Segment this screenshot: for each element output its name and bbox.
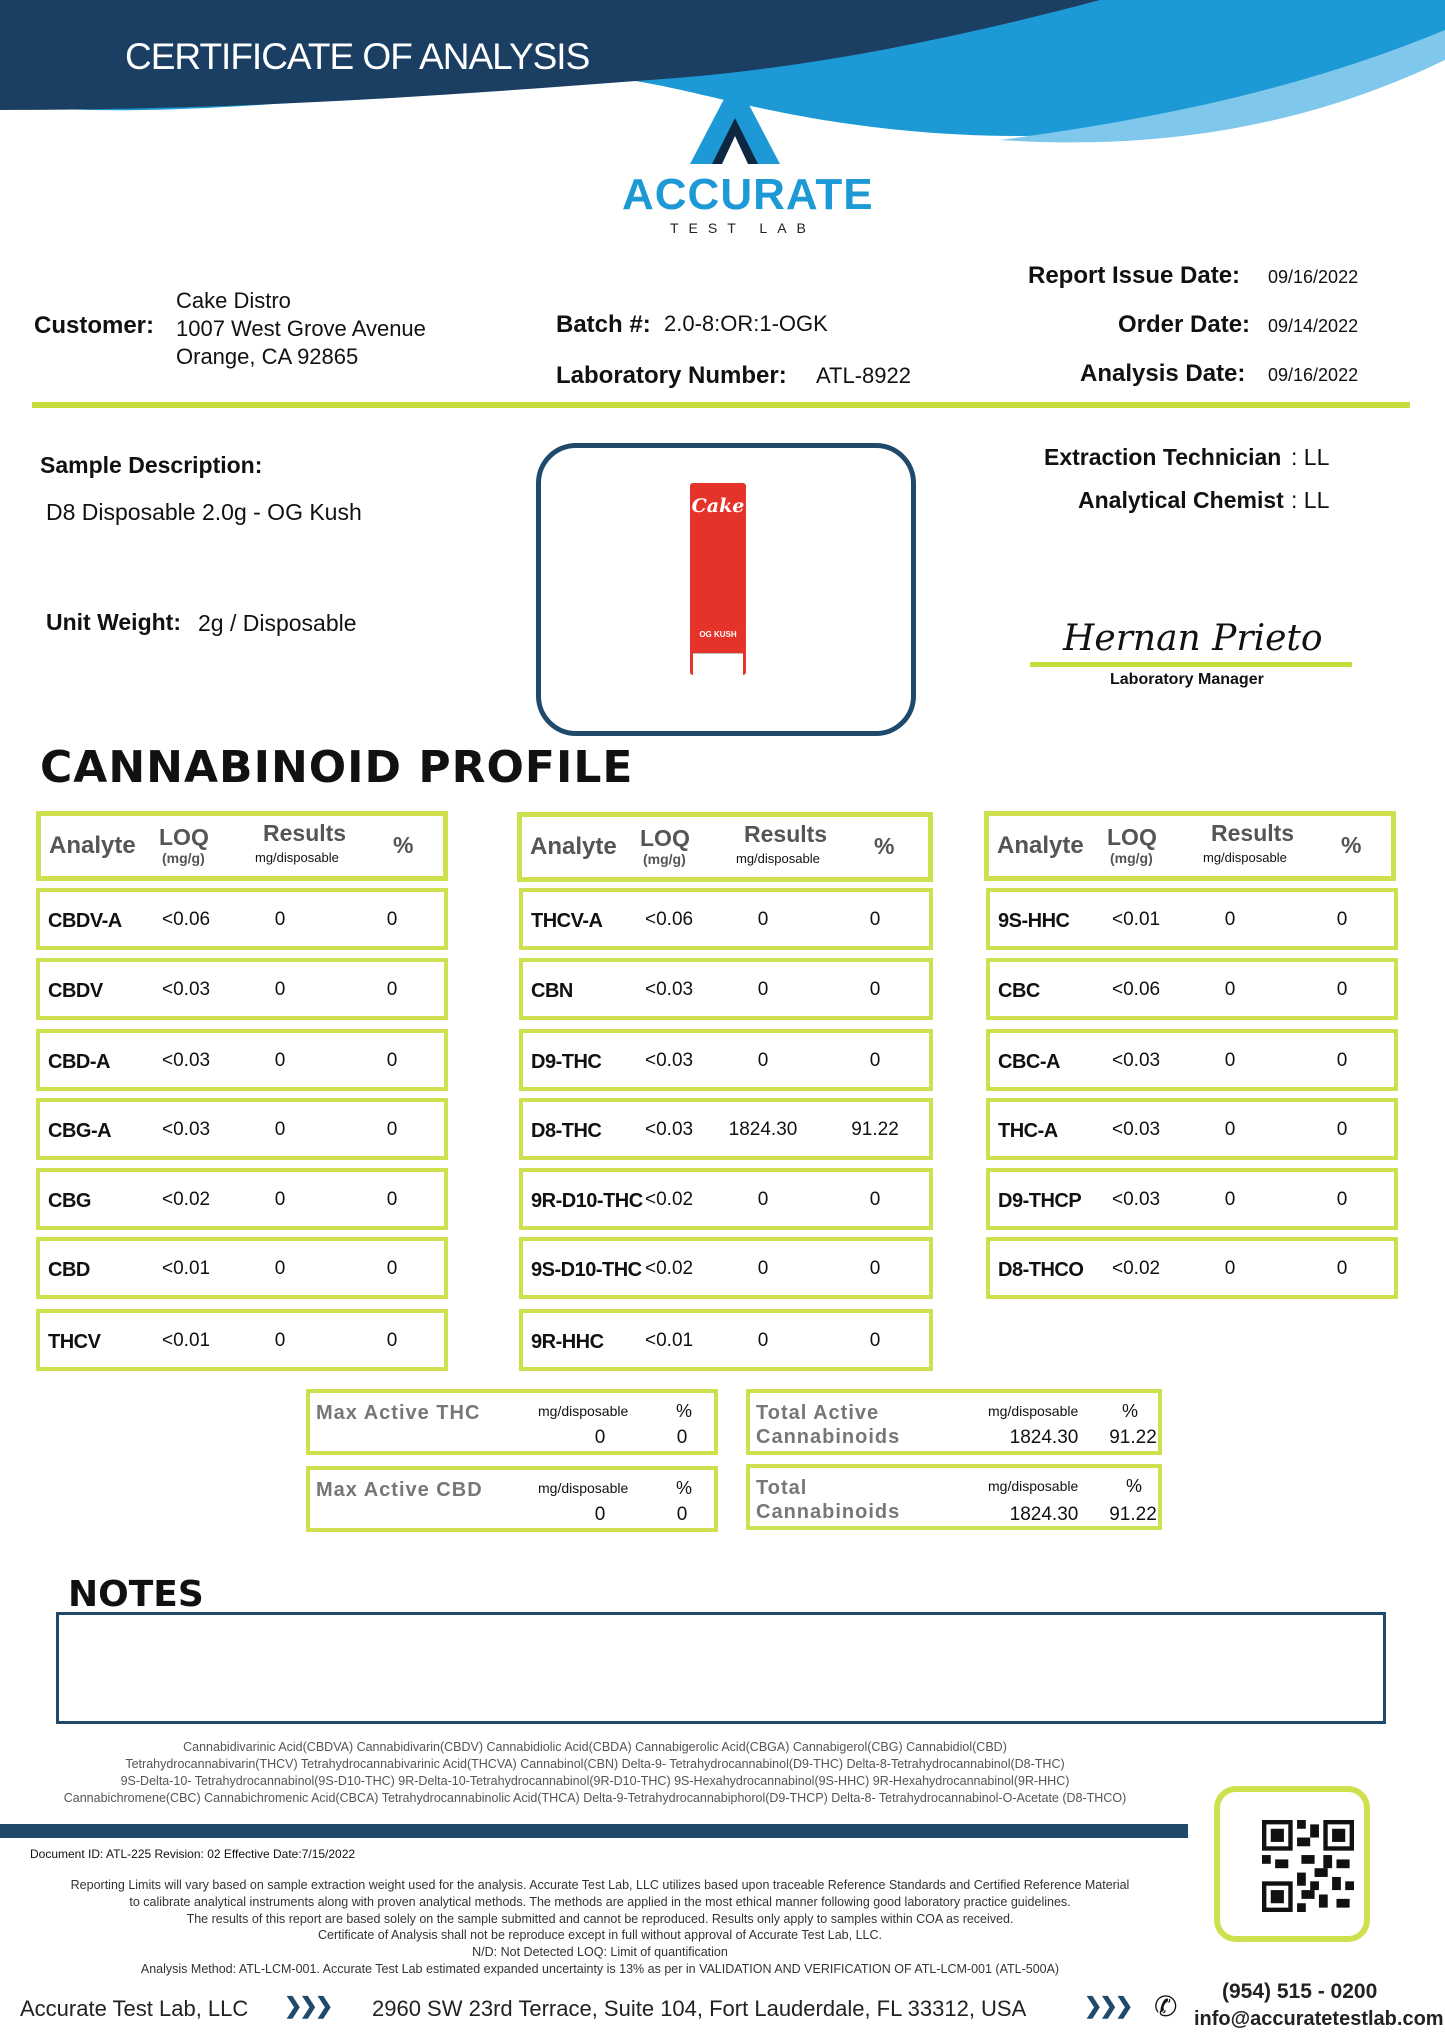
table-row <box>519 1029 933 1091</box>
analytical-chemist-value: : LL <box>1291 487 1330 513</box>
loq-value: <0.03 <box>1112 1050 1161 1071</box>
total-active-pct: 91.22 <box>1109 1427 1157 1448</box>
percent-value: 0 <box>869 1330 881 1351</box>
loq-value: <0.03 <box>645 1119 694 1140</box>
header-analyte: Analyte <box>997 832 1084 859</box>
lab-number-value: ATL-8922 <box>816 363 911 388</box>
loq-value: <0.06 <box>162 909 211 930</box>
table-row <box>986 1168 1398 1230</box>
result-value: 0 <box>274 1258 286 1279</box>
percent-value: 0 <box>869 1189 881 1210</box>
table-row <box>36 1309 448 1371</box>
result-value: 0 <box>757 1258 769 1279</box>
issue-date-label: Report Issue Date: <box>1028 262 1241 289</box>
table-header-col1 <box>36 811 448 881</box>
table-row <box>986 1237 1398 1299</box>
percent-value: 0 <box>386 909 398 930</box>
percent-value: 0 <box>1336 979 1348 1000</box>
analyte-name: D9-THC <box>531 1051 602 1073</box>
total-pct: 91.22 <box>1109 1504 1157 1525</box>
result-value: 0 <box>274 1119 286 1140</box>
percent-value: 0 <box>1336 1258 1348 1279</box>
batch-label: Batch #: <box>556 311 651 338</box>
analyte-name: CBG-A <box>48 1120 112 1142</box>
analyte-name: 9R-HHC <box>531 1331 604 1353</box>
sample-description-value: D8 Disposable 2.0g - OG Kush <box>46 499 362 525</box>
max-thc-unit: mg/disposable <box>538 1403 629 1419</box>
disclaimer-line: Analysis Method: ATL-LCM-001. Accurate Test Lab estimated expanded uncertainty is 13% as per in VALIDATION AND VERIFICATION OF ATL-LCM-001 (ATL-500A) <box>140 1961 1060 1976</box>
notes-box <box>56 1612 1386 1724</box>
product-strain: OG KUSH <box>699 630 737 639</box>
chevron-right-icon: ❯❯❯ <box>1084 1993 1131 2018</box>
result-value: 0 <box>274 1330 286 1351</box>
header-results: Results <box>1211 820 1295 846</box>
loq-value: <0.06 <box>645 909 694 930</box>
loq-value: <0.02 <box>645 1189 694 1210</box>
analyte-name: CBD-A <box>48 1051 110 1073</box>
loq-value: <0.03 <box>645 1050 694 1071</box>
phone-icon: ✆ <box>1154 1991 1178 2022</box>
header-percent: % <box>874 833 895 859</box>
max-cbd-pct-label: % <box>676 1478 693 1498</box>
summary-total-cannabinoids <box>746 1464 1162 1530</box>
analyte-name: THCV-A <box>531 910 603 932</box>
document-info: Document ID: ATL-225 Revision: 02 Effective Date:7/15/2022 <box>30 1847 356 1861</box>
analyte-name: 9R-D10-THC <box>531 1190 643 1212</box>
analyte-name: CBDV-A <box>48 910 122 932</box>
result-value: 0 <box>757 979 769 1000</box>
percent-value: 91.22 <box>851 1119 899 1140</box>
loq-value: <0.02 <box>162 1189 211 1210</box>
percent-value: 0 <box>386 1330 398 1351</box>
product-brand: Cake <box>691 495 745 517</box>
table-row <box>36 1029 448 1091</box>
header-percent: % <box>393 832 414 858</box>
loq-value: <0.03 <box>645 979 694 1000</box>
analyte-name: D8-THC <box>531 1120 602 1142</box>
loq-value: <0.01 <box>1112 909 1161 930</box>
loq-value: <0.03 <box>162 979 211 1000</box>
extraction-technician-label: Extraction Technician <box>1044 444 1282 470</box>
chevron-right-icon: ❯❯❯ <box>284 1993 331 2018</box>
result-value: 0 <box>1224 1189 1236 1210</box>
loq-value: <0.01 <box>645 1330 694 1351</box>
total-title1: Total <box>756 1477 808 1499</box>
percent-value: 0 <box>386 1119 398 1140</box>
header-loq-unit: (mg/g) <box>162 850 205 866</box>
percent-value: 0 <box>1336 909 1348 930</box>
table-header-col2 <box>517 812 933 882</box>
table-row <box>36 888 448 950</box>
result-value: 0 <box>757 1050 769 1071</box>
result-value: 0 <box>1224 909 1236 930</box>
analyte-name: CBC-A <box>998 1051 1060 1073</box>
result-value: 0 <box>1224 979 1236 1000</box>
disclaimer <box>10 1877 1190 1978</box>
certificate-title: CERTIFICATE OF ANALYSIS <box>125 36 590 77</box>
max-thc-pct-label: % <box>676 1401 693 1421</box>
legend-line: Tetrahydrocannabivarin(THCV) Tetrahydrocannabivarinic Acid(THCVA) Cannabinol(CBN) Delta-9- Tetrahydrocannabinol(D9-THC) Delta-8-Tetrahydrocannabinol(D8-THC) <box>125 1757 1065 1771</box>
footer-phone[interactable]: (954) 515 - 0200 <box>1222 1980 1378 2003</box>
max-thc-title: Max Active THC <box>316 1402 481 1424</box>
section-title: CANNABINOID PROFILE <box>40 742 634 793</box>
table-row <box>986 1098 1398 1160</box>
issue-date-value: 09/16/2022 <box>1268 267 1359 287</box>
sample-description-label: Sample Description: <box>40 452 263 478</box>
table-row <box>36 1168 448 1230</box>
result-value: 0 <box>274 1189 286 1210</box>
loq-value: <0.01 <box>162 1258 211 1279</box>
percent-value: 0 <box>869 1050 881 1071</box>
product-sticker <box>693 653 743 676</box>
manager-signature: Hernan Prieto <box>1063 618 1323 659</box>
max-cbd-value: 0 <box>594 1504 606 1525</box>
footer-address: 2960 SW 23rd Terrace, Suite 104, Fort Lauderdale, FL 33312, USA <box>372 1996 1027 2021</box>
total-title2: Cannabinoids <box>756 1501 901 1523</box>
customer-address-line2: Orange, CA 92865 <box>176 344 359 369</box>
total-unit: mg/disposable <box>988 1478 1079 1494</box>
percent-value: 0 <box>386 1258 398 1279</box>
notes-title: NOTES <box>68 1574 204 1615</box>
analyte-name: 9S-HHC <box>998 910 1070 932</box>
max-cbd-title: Max Active CBD <box>316 1479 483 1501</box>
result-value: 0 <box>757 909 769 930</box>
extraction-technician-value: : LL <box>1291 444 1330 470</box>
max-cbd-unit: mg/disposable <box>538 1480 629 1496</box>
result-value: 1824.30 <box>728 1119 798 1140</box>
header-results-unit: mg/disposable <box>736 851 820 866</box>
total-active-value: 1824.30 <box>1009 1427 1079 1448</box>
table-row <box>519 1309 933 1371</box>
customer-name: Cake Distro <box>176 288 291 313</box>
header-results: Results <box>263 820 347 846</box>
header-loq-unit: (mg/g) <box>643 851 686 867</box>
total-active-pct-label: % <box>1122 1401 1139 1421</box>
result-value: 0 <box>1224 1258 1236 1279</box>
analysis-date-value: 09/16/2022 <box>1268 365 1359 385</box>
result-value: 0 <box>757 1330 769 1351</box>
summary-max-active-thc <box>306 1389 718 1455</box>
disclaimer-line: to calibrate analytical instruments along with proven analytical methods. The methods are applied in the most ethical manner following good laboratory practice guidelines. <box>129 1894 1071 1909</box>
max-cbd-pct: 0 <box>676 1504 688 1525</box>
analyte-name: CBC <box>998 980 1040 1002</box>
order-date-value: 09/14/2022 <box>1268 316 1359 336</box>
disclaimer-line: Reporting Limits will vary based on sample extraction weight used for the analysis. Accurate Test Lab, LLC utilizes based upon traceable Reference Standards and Certified Reference Material <box>70 1878 1130 1892</box>
header-results: Results <box>744 821 828 847</box>
footer-bar <box>0 1824 1188 1838</box>
percent-value: 0 <box>386 1189 398 1210</box>
loq-value: <0.03 <box>1112 1119 1161 1140</box>
result-value: 0 <box>1224 1119 1236 1140</box>
percent-value: 0 <box>869 909 881 930</box>
percent-value: 0 <box>1336 1119 1348 1140</box>
header-loq: LOQ <box>159 824 209 850</box>
table-header-col3 <box>984 811 1396 881</box>
abbreviation-legend <box>0 1739 1190 1807</box>
analyte-name: CBD <box>48 1259 90 1281</box>
header-loq-unit: (mg/g) <box>1110 850 1153 866</box>
customer-label: Customer: <box>34 312 155 339</box>
footer-company: Accurate Test Lab, LLC <box>20 1996 249 2021</box>
customer-address-line1: 1007 West Grove Avenue <box>176 316 426 341</box>
table-row <box>986 1029 1398 1091</box>
analysis-date-label: Analysis Date: <box>1080 360 1246 387</box>
qr-code-icon <box>1262 1820 1354 1912</box>
table-row <box>519 958 933 1020</box>
max-thc-value: 0 <box>594 1427 606 1448</box>
analyte-name: CBDV <box>48 980 103 1002</box>
analyte-name: D9-THCP <box>998 1190 1082 1212</box>
legend-line: Cannabidivarinic Acid(CBDVA) Cannabidivarin(CBDV) Cannabidiolic Acid(CBDA) Cannabigerolic Acid(CBGA) Cannabigerol(CBG) Cannabidiol(CBD) <box>183 1740 1007 1754</box>
signature-line <box>1030 662 1352 667</box>
percent-value: 0 <box>386 1050 398 1071</box>
order-date-label: Order Date: <box>1118 311 1251 338</box>
legend-line: 9S-Delta-10- Tetrahydrocannabinol(9S-D10-THC) 9R-Delta-10-Tetrahydrocannabinol(9R-D10-THC) 9S-Hexahydrocannabinol(9S-HHC) 9R-Hexahydrocannabinol(9R-HHC) <box>120 1774 1070 1788</box>
logo-wordmark: ACCURATE <box>622 170 874 219</box>
logo-triangle-icon <box>690 78 780 164</box>
header-loq: LOQ <box>640 825 690 851</box>
disclaimer-line: Certificate of Analysis shall not be reproduce except in full without approval of Accurate Test Lab, LLC. <box>318 1928 882 1943</box>
analytical-chemist-label: Analytical Chemist <box>1078 487 1284 513</box>
lab-number-label: Laboratory Number: <box>556 362 787 389</box>
analyte-name: 9S-D10-THC <box>531 1259 642 1281</box>
summary-max-active-cbd <box>306 1466 718 1532</box>
loq-value: <0.02 <box>1112 1258 1161 1279</box>
header-results-unit: mg/disposable <box>255 850 339 865</box>
percent-value: 0 <box>1336 1189 1348 1210</box>
header-percent: % <box>1341 832 1362 858</box>
table-row <box>519 1098 933 1160</box>
loq-value: <0.01 <box>162 1330 211 1351</box>
result-value: 0 <box>274 1050 286 1071</box>
total-active-title1: Total Active <box>756 1402 880 1424</box>
header-analyte: Analyte <box>49 832 136 859</box>
loq-value: <0.02 <box>645 1258 694 1279</box>
legend-line: Cannabichromene(CBC) Cannabichromenic Acid(CBCA) Tetrahydrocannabinolic Acid(THCA) Delta-9-Tetrahydrocannabiphorol(D9-THCP) Delta-8- Tetrahydrocannabinol-O-Acetate (D8-THCO) <box>63 1791 1127 1805</box>
table-row <box>36 1098 448 1160</box>
total-value: 1824.30 <box>1009 1504 1079 1525</box>
table-row <box>986 958 1398 1020</box>
result-value: 0 <box>757 1189 769 1210</box>
summary-total-active-cannabinoids <box>746 1389 1162 1455</box>
total-pct-label: % <box>1126 1476 1143 1496</box>
unit-weight-value: 2g / Disposable <box>198 610 357 636</box>
analyte-name: CBN <box>531 980 573 1002</box>
result-value: 0 <box>274 979 286 1000</box>
disclaimer-line: The results of this report are based solely on the sample submitted and cannot be reproduced. Results only apply to samples within COA as received. <box>186 1911 1014 1926</box>
loq-value: <0.03 <box>1112 1189 1161 1210</box>
analyte-name: D8-THCO <box>998 1259 1084 1281</box>
disclaimer-line: N/D: Not Detected LOQ: Limit of quantification <box>472 1945 728 1960</box>
footer-email[interactable]: info@accuratetestlab.com <box>1194 2008 1444 2030</box>
loq-value: <0.03 <box>162 1050 211 1071</box>
header-loq: LOQ <box>1107 824 1157 850</box>
percent-value: 0 <box>1336 1050 1348 1071</box>
percent-value: 0 <box>386 979 398 1000</box>
analyte-name: THCV <box>48 1331 101 1353</box>
header-divider <box>32 402 1410 408</box>
analyte-name: THC-A <box>998 1120 1058 1142</box>
logo-subtitle: TEST LAB <box>670 220 816 236</box>
manager-title: Laboratory Manager <box>1110 671 1264 688</box>
total-active-title2: Cannabinoids <box>756 1426 901 1448</box>
result-value: 0 <box>1224 1050 1236 1071</box>
batch-value: 2.0-8:OR:1-OGK <box>664 311 828 336</box>
unit-weight-label: Unit Weight: <box>46 609 181 635</box>
percent-value: 0 <box>869 979 881 1000</box>
analyte-name: CBG <box>48 1190 91 1212</box>
header-results-unit: mg/disposable <box>1203 850 1287 865</box>
table-row <box>519 1237 933 1299</box>
max-thc-pct: 0 <box>676 1427 688 1448</box>
percent-value: 0 <box>869 1258 881 1279</box>
header-analyte: Analyte <box>530 833 617 860</box>
table-row <box>36 1237 448 1299</box>
table-row <box>519 888 933 950</box>
table-row <box>986 888 1398 950</box>
loq-value: <0.06 <box>1112 979 1161 1000</box>
table-row <box>36 958 448 1020</box>
table-row <box>519 1168 933 1230</box>
total-active-unit: mg/disposable <box>988 1403 1079 1419</box>
loq-value: <0.03 <box>162 1119 211 1140</box>
result-value: 0 <box>274 909 286 930</box>
